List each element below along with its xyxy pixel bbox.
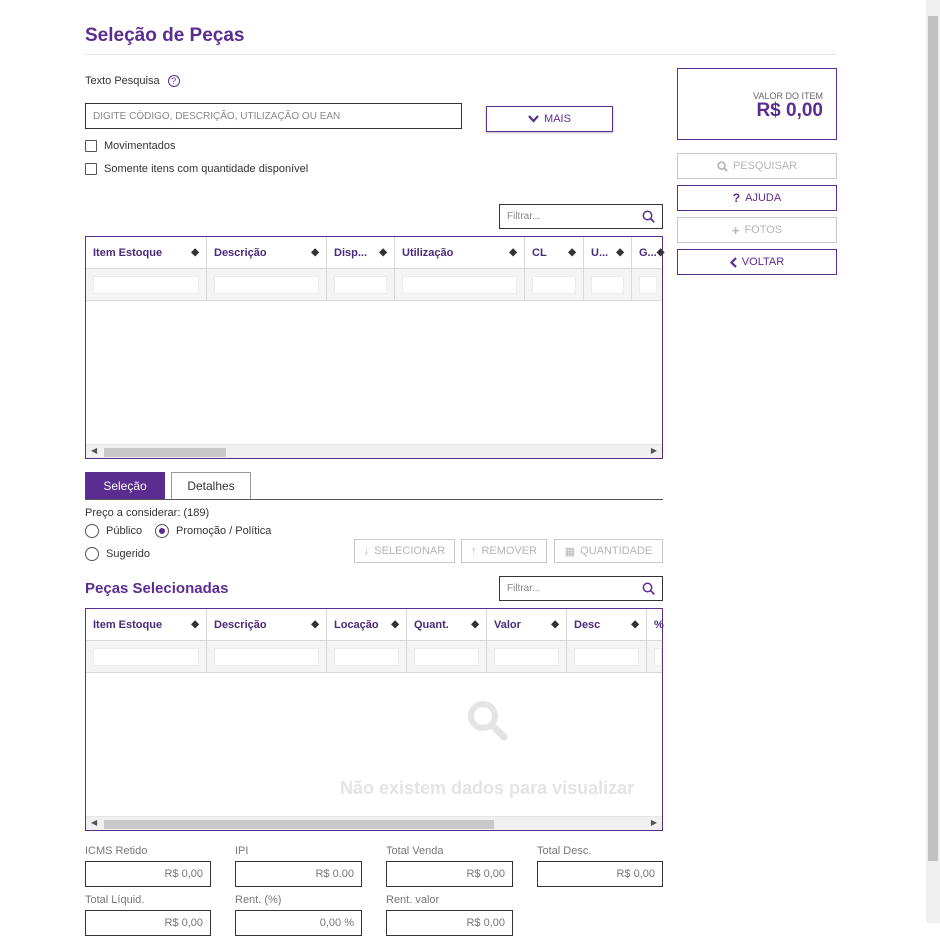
radio-button[interactable]	[85, 547, 99, 561]
more-button[interactable]	[486, 106, 613, 132]
radio-label: Público	[106, 525, 143, 537]
profit-value-field	[386, 910, 513, 936]
selected-filter-placeholder: Filtrar...	[507, 583, 541, 594]
search-label-row	[85, 75, 180, 87]
icms-label: ICMS Retido	[85, 845, 148, 857]
scroll-left-icon[interactable]: ◀	[91, 446, 98, 455]
horizontal-scrollbar[interactable]	[86, 816, 662, 830]
profit-percent-field	[235, 910, 362, 936]
parts-grid-header	[86, 237, 665, 269]
column-filter-input[interactable]	[214, 648, 319, 666]
column-filter-input[interactable]	[93, 276, 199, 294]
item-value-label: VALOR DO ITEM	[753, 91, 823, 101]
help-button-label: AJUDA	[745, 192, 782, 204]
selected-grid-filter-row	[86, 641, 662, 673]
search-input-placeholder: DIGITE CÓDIGO, DESCRIÇÃO, UTILIZAÇÃO OU EAN	[93, 110, 341, 122]
icms-field	[85, 861, 211, 887]
search-icon	[642, 210, 655, 223]
item-value-amount: R$ 0,00	[756, 100, 823, 121]
sort-icon[interactable]: ◆	[568, 246, 576, 258]
available-checkbox[interactable]	[85, 163, 97, 175]
ipi-field	[235, 861, 362, 887]
column-header[interactable]: G... ◆	[639, 246, 665, 259]
column-filter-input[interactable]	[93, 648, 199, 666]
page-vertical-scrollbar[interactable]	[926, 0, 940, 923]
parts-grid-filter-row	[86, 269, 662, 301]
arrow-up-icon: ↑	[470, 545, 477, 557]
profit-value-value: R$ 0,00	[466, 917, 505, 929]
total-sale-field	[386, 861, 513, 887]
help-icon[interactable]: ?	[168, 75, 180, 87]
sort-icon[interactable]: ◆	[391, 618, 399, 630]
available-checkbox-label: Somente itens com quantidade disponível	[104, 163, 309, 175]
profit-percent-value: 0,00 %	[319, 917, 354, 929]
scroll-left-icon[interactable]: ◀	[91, 818, 98, 827]
ipi-label: IPI	[235, 845, 249, 857]
title-divider	[85, 54, 836, 55]
column-header[interactable]: Item Estoque ◆	[86, 237, 207, 268]
plus-icon: +	[731, 222, 740, 238]
column-filter-input[interactable]	[494, 648, 559, 666]
radio-suggested[interactable]	[85, 547, 150, 561]
sort-icon[interactable]: ◆	[551, 618, 559, 630]
quantity-button[interactable]	[554, 539, 663, 563]
sort-icon[interactable]: ◆	[191, 618, 199, 630]
price-label: Preço a considerar: (189)	[85, 507, 210, 519]
tab-details[interactable]: Detalhes	[171, 472, 251, 499]
column-filter-input[interactable]	[414, 648, 479, 666]
help-button[interactable]	[677, 185, 837, 211]
column-header[interactable]: Disp... ◆	[327, 237, 395, 268]
profit-percent-label: Rent. (%)	[235, 894, 282, 906]
radio-promotion[interactable]	[155, 524, 271, 538]
column-filter-input[interactable]	[214, 276, 319, 294]
grid-filter-placeholder: Filtrar...	[507, 211, 541, 222]
sort-icon[interactable]: ◆	[379, 246, 387, 258]
total-discount-value: R$ 0,00	[616, 868, 655, 880]
arrow-down-icon: ↓	[363, 545, 370, 557]
profit-value-label: Rent. valor	[386, 894, 440, 906]
sort-icon[interactable]: ◆	[631, 618, 639, 630]
column-filter-input[interactable]	[654, 648, 662, 666]
selected-grid-header	[86, 609, 662, 641]
search-button[interactable]	[677, 153, 837, 179]
grid-filter-input[interactable]	[499, 204, 663, 229]
ipi-value: R$ 0.00	[315, 868, 354, 880]
column-filter-input[interactable]	[334, 276, 387, 294]
quantity-button-label: QUANTIDADE	[580, 545, 653, 557]
search-input[interactable]	[85, 103, 462, 129]
total-sale-value: R$ 0,00	[466, 868, 505, 880]
horizontal-scrollbar[interactable]	[86, 444, 662, 458]
column-filter-input[interactable]	[334, 648, 399, 666]
scroll-right-icon[interactable]: ▶	[650, 446, 657, 455]
sort-icon[interactable]: ◆	[656, 246, 665, 258]
column-header[interactable]: Desc ◆	[567, 609, 647, 640]
radio-public[interactable]	[85, 524, 142, 538]
scrollbar-thumb[interactable]	[928, 16, 938, 861]
column-header[interactable]: U... ◆	[584, 237, 632, 268]
column-header[interactable]: Item Estoque ◆	[86, 609, 207, 640]
column-filter-input[interactable]	[574, 648, 639, 666]
radio-button[interactable]	[155, 524, 169, 538]
column-filter-input[interactable]	[532, 276, 576, 294]
search-icon	[717, 161, 728, 172]
column-header[interactable]: %	[654, 618, 664, 631]
total-net-value: R$ 0,00	[164, 917, 203, 929]
radio-button[interactable]	[85, 524, 99, 538]
sort-icon[interactable]: ◆	[616, 246, 624, 258]
remove-button-label: REMOVER	[481, 545, 538, 557]
radio-label: Sugerido	[106, 548, 151, 560]
total-discount-label: Total Desc.	[537, 845, 592, 857]
select-button-label: SELECIONAR	[374, 545, 446, 557]
select-button[interactable]	[354, 539, 455, 563]
cubes-icon: ▦	[564, 545, 576, 558]
column-filter-input[interactable]	[591, 276, 624, 294]
column-header[interactable]: Descrição ◆	[207, 237, 327, 268]
chevron-down-icon	[528, 115, 539, 123]
back-button-label: VOLTAR	[741, 256, 785, 268]
tabs-underline	[85, 499, 663, 500]
question-icon: ?	[732, 191, 741, 205]
empty-search-icon	[466, 699, 508, 741]
selected-parts-grid	[85, 608, 663, 831]
total-discount-field	[537, 861, 663, 887]
chevron-left-icon	[730, 257, 737, 268]
column-header[interactable]: Quant. ◆	[407, 609, 487, 640]
selected-filter-input[interactable]	[499, 576, 663, 601]
column-filter-input[interactable]	[639, 276, 657, 294]
search-label: Texto Pesquisa	[85, 75, 160, 87]
column-header[interactable]: Utilização ◆	[395, 237, 525, 268]
moved-checkbox[interactable]	[85, 140, 97, 152]
total-net-field	[85, 910, 211, 936]
remove-button[interactable]	[461, 539, 547, 563]
checkbox-moved-row[interactable]	[85, 140, 176, 152]
checkbox-available-row[interactable]	[85, 163, 308, 175]
search-button-label: PESQUISAR	[732, 160, 798, 172]
search-icon	[642, 582, 655, 595]
icms-value: R$ 0,00	[164, 868, 203, 880]
parts-grid	[85, 236, 663, 459]
column-header[interactable]: Locação ◆	[327, 609, 407, 640]
column-header[interactable]: Valor ◆	[487, 609, 567, 640]
page-title: Seleção de Peças	[85, 25, 245, 46]
more-button-label: MAIS	[544, 113, 571, 125]
sort-icon[interactable]: ◆	[191, 246, 199, 258]
scrollbar-thumb[interactable]	[104, 820, 494, 829]
item-value-card	[677, 68, 837, 140]
parts-grid-body	[86, 301, 662, 458]
photos-button[interactable]	[677, 217, 837, 243]
selected-parts-title: Peças Selecionadas	[85, 580, 229, 597]
total-sale-label: Total Venda	[386, 845, 444, 857]
column-filter-input[interactable]	[402, 276, 517, 294]
photos-button-label: FOTOS	[744, 224, 783, 236]
sort-icon[interactable]: ◆	[509, 246, 517, 258]
tab-selection[interactable]: Seleção	[85, 472, 165, 499]
back-button[interactable]	[677, 249, 837, 275]
sort-icon[interactable]: ◆	[471, 618, 479, 630]
column-header[interactable]: CL ◆	[525, 237, 584, 268]
sort-icon[interactable]: ◆	[311, 618, 319, 630]
selected-grid-body	[86, 673, 662, 830]
moved-checkbox-label: Movimentados	[104, 140, 176, 152]
sort-icon[interactable]: ◆	[311, 246, 319, 258]
scroll-right-icon[interactable]: ▶	[650, 818, 657, 827]
total-net-label: Total Líquid.	[85, 894, 145, 906]
radio-label: Promoção / Política	[176, 525, 272, 537]
column-header[interactable]: Descrição ◆	[207, 609, 327, 640]
scrollbar-thumb[interactable]	[104, 448, 226, 457]
empty-message: Não existem dados para visualizar	[340, 778, 635, 798]
